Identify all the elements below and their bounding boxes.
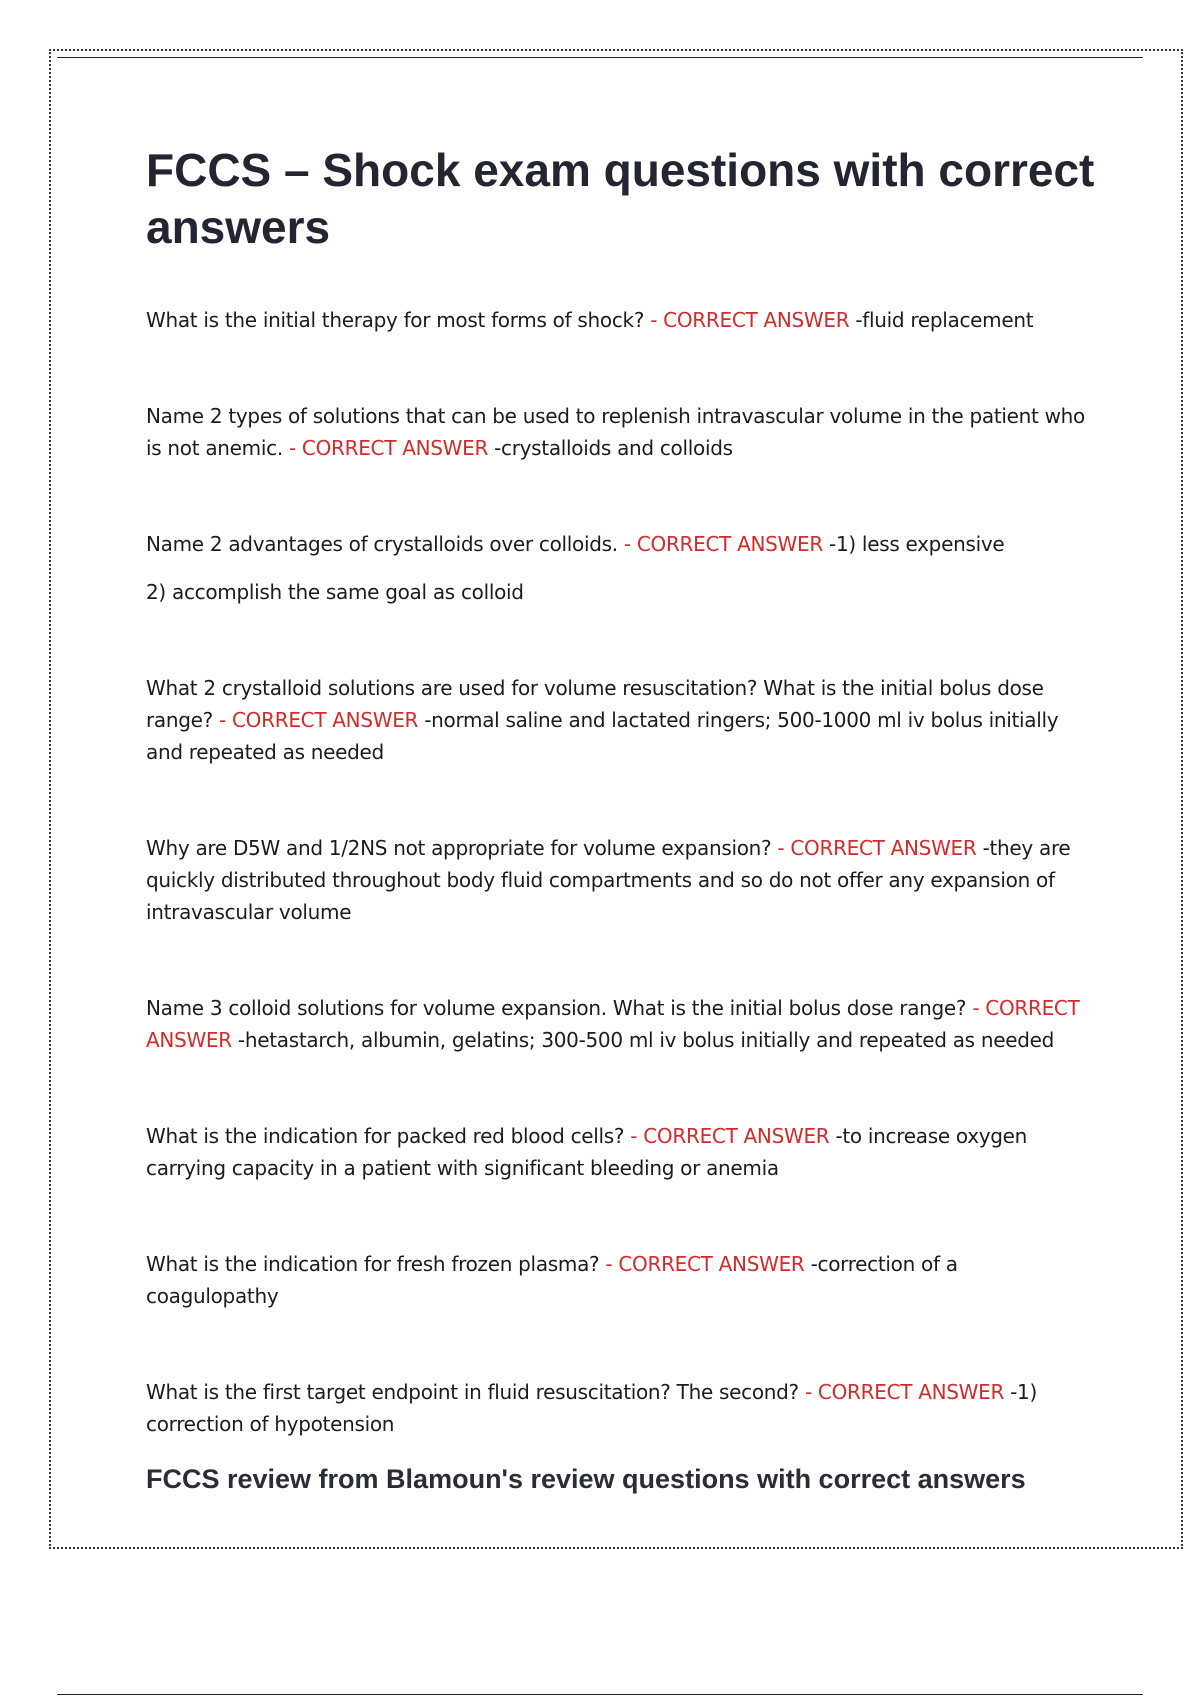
correct-answer-marker: - CORRECT ANSWER <box>630 1124 830 1148</box>
question-text: What is the initial therapy for most forms of shock? <box>146 308 645 332</box>
qa-item <box>146 304 1096 336</box>
correct-answer-marker: - CORRECT ANSWER <box>804 1380 1005 1404</box>
related-document-heading[interactable]: FCCS review from Blamoun's review questions with correct answers <box>146 1464 1026 1494</box>
document-content <box>146 142 1096 1496</box>
qa-item <box>146 528 1096 560</box>
question-text: Why are D5W and 1/2NS not appropriate for volume expansion? <box>146 836 772 860</box>
question-text: Name 3 colloid solutions for volume expansion. What is the initial bolus dose range? <box>146 996 967 1020</box>
answer-text: -to increase oxygen carrying capacity in a patient with significant bleeding or anemia <box>146 1124 1028 1180</box>
answer-text: -correction of a coagulopathy <box>146 1252 958 1308</box>
question-text: Name 2 advantages of crystalloids over colloids. <box>146 532 618 556</box>
answer-text: -1) less expensive <box>829 532 1005 556</box>
answer-text: -hetastarch, albumin, gelatins; 300-500 ml iv bolus initially and repeated as needed <box>237 1028 1055 1052</box>
question-text: What 2 crystalloid solutions are used for volume resuscitation? What is the initial bolus dose range? <box>146 676 1044 732</box>
correct-answer-marker: - CORRECT ANSWER <box>650 308 850 332</box>
qa-item <box>146 400 1096 464</box>
answer-text: -crystalloids and colloids <box>494 436 733 460</box>
qa-item <box>146 1376 1096 1440</box>
qa-item <box>146 832 1096 928</box>
qa-item <box>146 1248 1096 1312</box>
qa-item <box>146 992 1096 1056</box>
answer-continuation: 2) accomplish the same goal as colloid <box>146 580 524 604</box>
page-title: FCCS – Shock exam questions with correct answers <box>146 144 1095 253</box>
answer-text: -fluid replacement <box>855 308 1034 332</box>
correct-answer-marker: - CORRECT ANSWER <box>146 996 1080 1052</box>
question-text: Name 2 types of solutions that can be used to replenish intravascular volume in the patient who is not anemic. <box>146 404 1085 460</box>
correct-answer-marker: - CORRECT ANSWER <box>605 1252 805 1276</box>
bottom-rule <box>57 1694 1143 1695</box>
correct-answer-marker: - CORRECT ANSWER <box>219 708 419 732</box>
qa-item <box>146 672 1096 768</box>
top-rule <box>57 57 1143 58</box>
qa-item <box>146 1120 1096 1184</box>
answer-text: -normal saline and lactated ringers; 500-1000 ml iv bolus initially and repeated as needed <box>146 708 1059 764</box>
correct-answer-marker: - CORRECT ANSWER <box>288 436 489 460</box>
question-text: What is the first target endpoint in fluid resuscitation? The second? <box>146 1380 799 1404</box>
answer-text: -1) correction of hypotension <box>146 1380 1037 1436</box>
question-text: What is the indication for fresh frozen plasma? <box>146 1252 600 1276</box>
correct-answer-marker: - CORRECT ANSWER <box>623 532 823 556</box>
answer-text: -they are quickly distributed throughout body fluid compartments and so do not offer any expansion of intravascular volume <box>146 836 1071 924</box>
correct-answer-marker: - CORRECT ANSWER <box>777 836 977 860</box>
question-text: What is the indication for packed red blood cells? <box>146 1124 625 1148</box>
